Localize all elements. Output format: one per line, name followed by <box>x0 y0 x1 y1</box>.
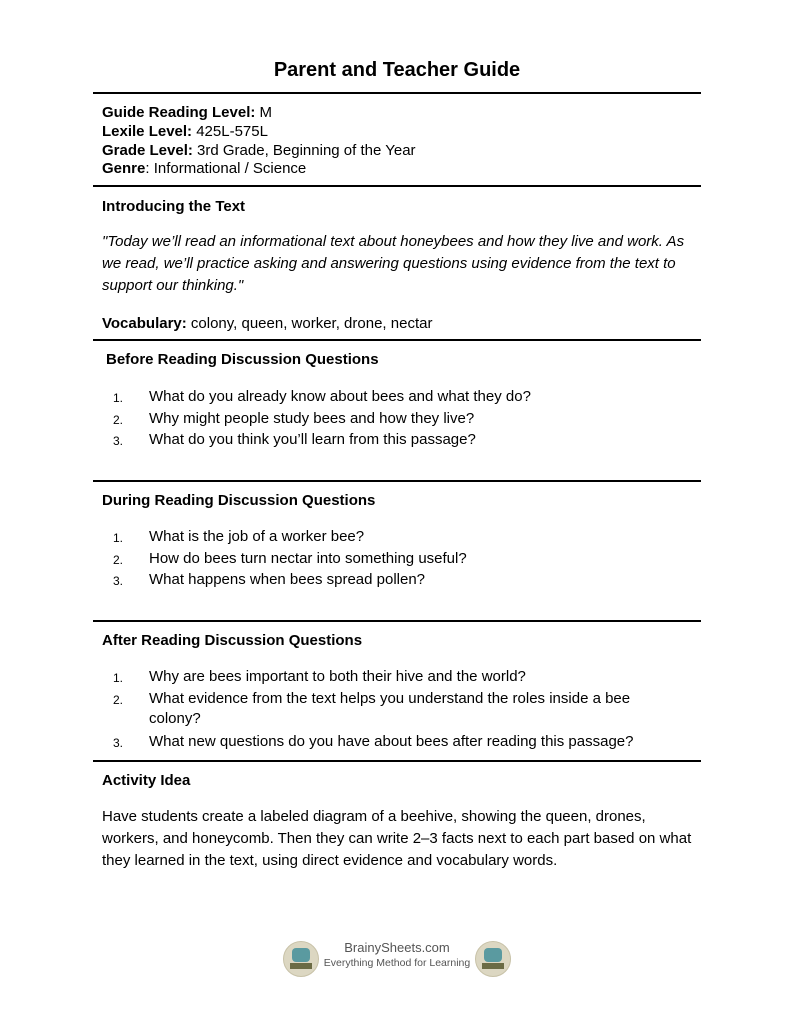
label: Guide Reading Level: <box>102 104 256 121</box>
value: M <box>255 104 273 121</box>
after-heading: After Reading Discussion Questions <box>102 632 363 649</box>
genre <box>102 159 306 178</box>
text: What new questions do you have about bees after reading this passage? <box>149 733 634 750</box>
text: Why might people study bees and how they live? <box>149 410 475 427</box>
text: What evidence from the text helps you understand the roles inside a bee colony? <box>149 690 631 727</box>
footer-site: BrainySheets.com <box>344 940 450 955</box>
text: What is the job of a worker bee? <box>149 528 365 545</box>
list-item <box>113 570 709 590</box>
list-item <box>113 430 709 450</box>
value: : Informational / Science <box>145 160 307 177</box>
number: 3. <box>113 736 124 750</box>
divider <box>93 185 701 187</box>
list-item <box>113 409 709 429</box>
label: Lexile Level: <box>102 123 193 140</box>
intro-heading: Introducing the Text <box>102 198 246 215</box>
label: Grade Level: <box>102 142 193 159</box>
label: Vocabulary: <box>102 315 187 332</box>
text: How do bees turn nectar into something useful? <box>149 550 467 567</box>
divider <box>93 620 701 622</box>
list-item <box>113 667 709 687</box>
lexile-level <box>102 122 268 141</box>
divider <box>93 480 701 482</box>
text: What happens when bees spread pollen? <box>149 571 426 588</box>
value: colony, queen, worker, drone, nectar <box>186 315 433 332</box>
divider <box>93 92 701 94</box>
label: Genre <box>102 160 146 177</box>
list-item <box>113 387 709 407</box>
number: 2. <box>113 553 124 567</box>
number: 3. <box>113 434 124 448</box>
activity-text: Have students create a labeled diagram of a beehive, showing the queen, drones, workers, and honeycomb. Then they can write 2–3 facts next to each part based on what they learned in the text, using direct evidence and vocabulary words. <box>102 808 692 869</box>
number: 1. <box>113 391 124 405</box>
intro-quote: "Today we’ll read an informational text about honeybees and how they live and work. As we read, we’ll practice asking and answering questions using evidence from the text to support our thinking." <box>102 233 685 294</box>
list-item <box>113 689 659 729</box>
number: 3. <box>113 574 124 588</box>
page-title: Parent and Teacher Guide <box>273 59 521 81</box>
vocabulary <box>102 314 432 333</box>
activity-heading: Activity Idea <box>102 772 191 789</box>
footer <box>0 940 794 970</box>
number: 2. <box>113 413 124 427</box>
reading-level <box>102 103 272 122</box>
during-heading: During Reading Discussion Questions <box>102 492 376 509</box>
text: What do you already know about bees and what they do? <box>149 388 531 405</box>
text: What do you think you’ll learn from this passage? <box>149 431 476 448</box>
grade-level <box>102 141 416 160</box>
footer-tagline: Everything Method for Learning <box>323 957 471 969</box>
text: Why are bees important to both their hive and the world? <box>149 668 526 685</box>
divider <box>93 339 701 341</box>
number: 1. <box>113 671 124 685</box>
divider <box>93 760 701 762</box>
brainysheets-logo-icon <box>475 941 511 977</box>
list-item <box>113 732 709 752</box>
list-item <box>113 549 709 569</box>
value: 425L-575L <box>192 123 268 140</box>
before-heading: Before Reading Discussion Questions <box>106 351 379 368</box>
value: 3rd Grade, Beginning of the Year <box>192 142 416 159</box>
list-item <box>113 527 709 547</box>
number: 2. <box>113 693 124 707</box>
number: 1. <box>113 531 124 545</box>
